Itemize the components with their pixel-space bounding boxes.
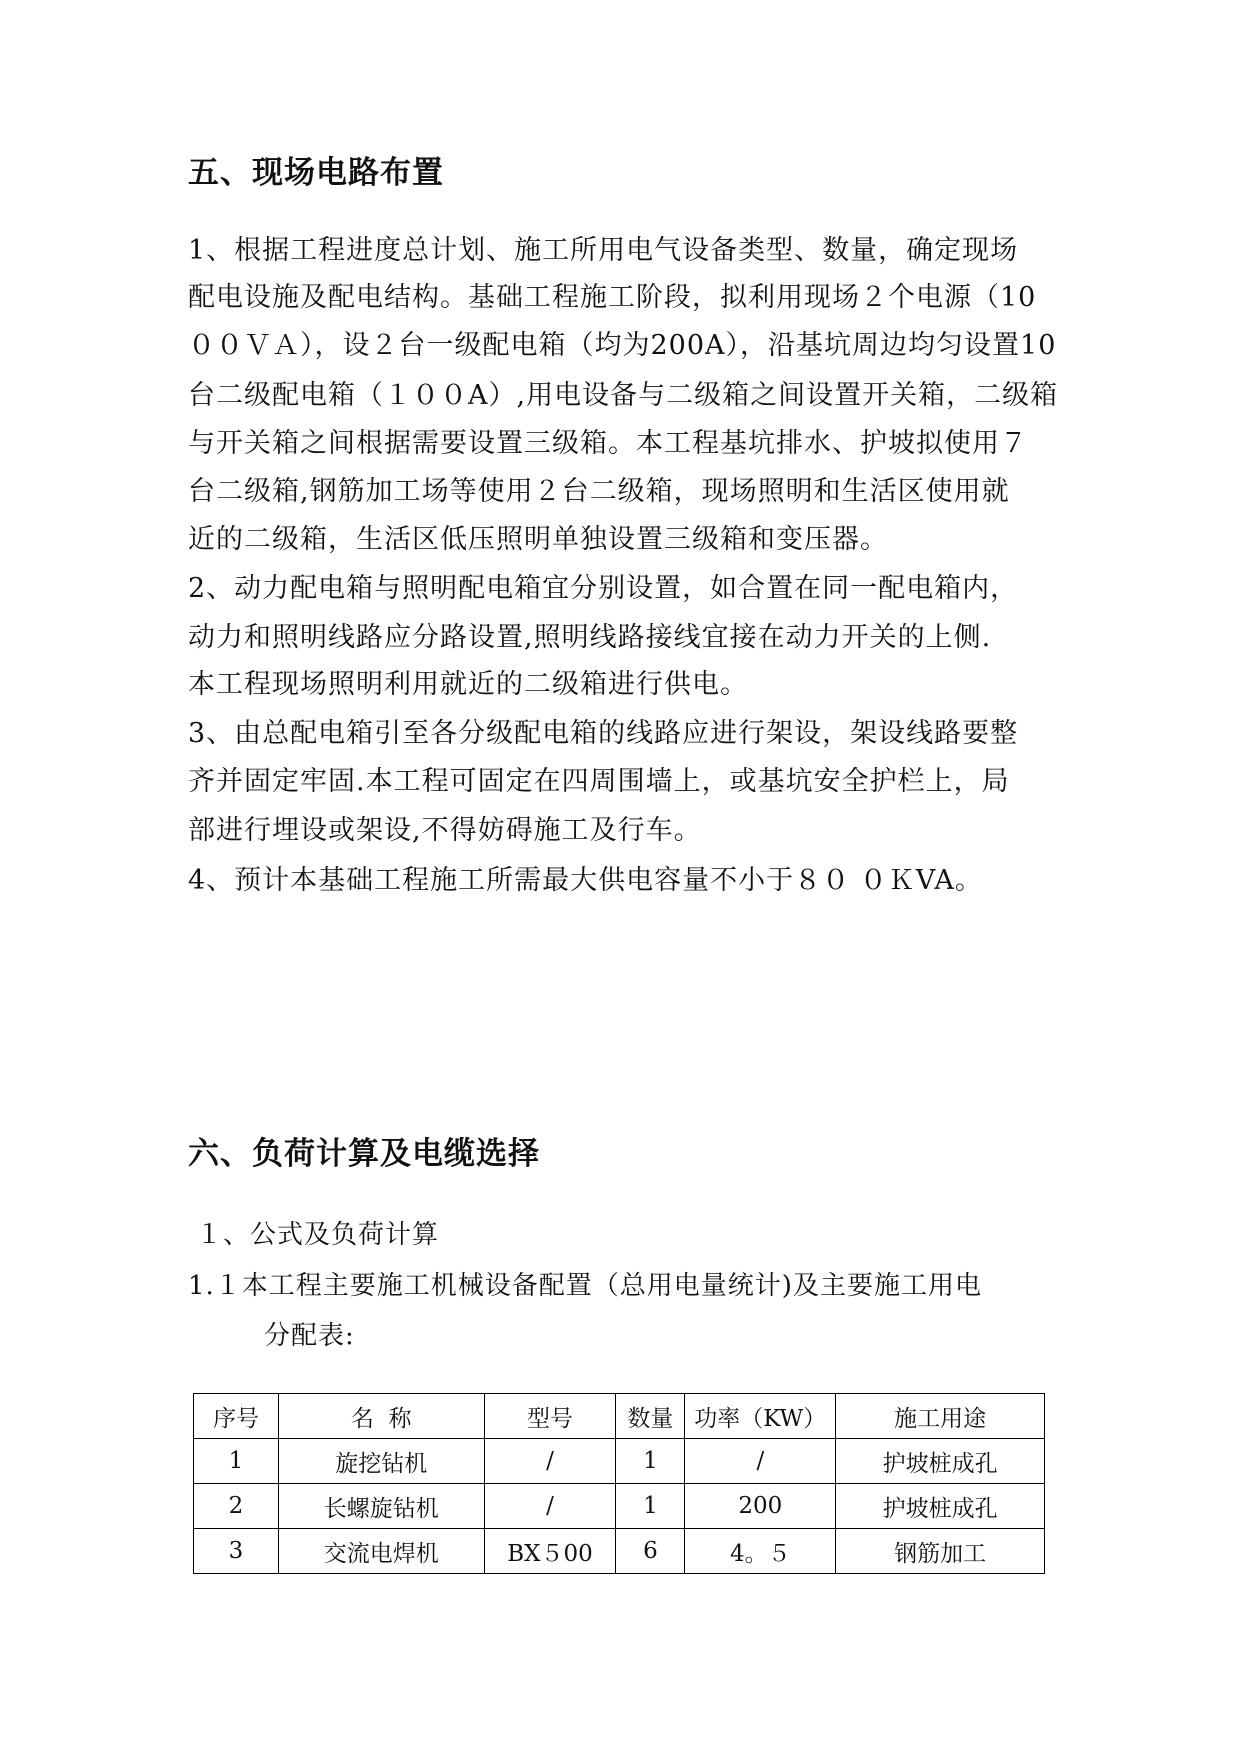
- header-quantity: 数量: [616, 1394, 685, 1439]
- paragraph-line: 4、预计本基础工程施工所需最大供电容量不小于８０ ０ＫVA。: [188, 865, 983, 896]
- table-row: [194, 1484, 1045, 1529]
- paragraph-line: 近的二级箱，生活区低压照明单独设置三级箱和变压器。: [188, 524, 888, 555]
- paragraph-line: ００ＶＡ），设２台一级配电箱（均为200A），沿基坑周边均匀设置10: [188, 330, 1057, 361]
- cell-power: 200: [685, 1484, 836, 1529]
- subheading-table-intro-cont: 分配表:: [264, 1321, 355, 1351]
- paragraph-line: 部进行埋设或架设,不得妨碍施工及行车。: [188, 815, 702, 846]
- cell-index: 1: [194, 1439, 279, 1484]
- cell-usage: 护坡桩成孔: [836, 1484, 1045, 1529]
- paragraph-line: 台二级配电箱（１００A）,用电设备与二级箱之间设置开关箱，二级箱: [188, 380, 1059, 411]
- header-power: 功率（KW）: [685, 1394, 836, 1439]
- header-usage: 施工用途: [836, 1394, 1045, 1439]
- subheading-table-intro: 1.１本工程主要施工机械设备配置（总用电量统计)及主要施工用电: [188, 1271, 982, 1301]
- subheading-formula: １、公式及负荷计算: [196, 1220, 440, 1250]
- cell-quantity: 1: [616, 1439, 685, 1484]
- cell-index: 3: [194, 1529, 279, 1574]
- paragraph-line: 动力和照明线路应分路设置,照明线路接线宜接在动力开关的上侧.: [188, 622, 992, 653]
- cell-name: 交流电焊机: [278, 1529, 484, 1574]
- header-index: 序号: [194, 1394, 279, 1439]
- paragraph-line: 1、根据工程进度总计划、施工所用电气设备类型、数量，确定现场: [188, 235, 1019, 266]
- cell-power: 4。５: [685, 1529, 836, 1574]
- paragraph-line: 配电设施及配电结构。基础工程施工阶段，拟利用现场２个电源（10: [188, 282, 1037, 313]
- cell-model: /: [484, 1484, 616, 1529]
- section-6-heading: 六、负荷计算及电缆选择: [188, 1136, 540, 1172]
- cell-power: /: [685, 1439, 836, 1484]
- cell-index: 2: [194, 1484, 279, 1529]
- cell-model: /: [484, 1439, 616, 1484]
- paragraph-line: 3、由总配电箱引至各分级配电箱的线路应进行架设，架设线路要整: [188, 718, 1019, 749]
- cell-model: BX５00: [484, 1529, 616, 1574]
- table-row: [194, 1529, 1045, 1574]
- cell-usage: 护坡桩成孔: [836, 1439, 1045, 1484]
- cell-name: 旋挖钻机: [278, 1439, 484, 1484]
- cell-usage: 钢筋加工: [836, 1529, 1045, 1574]
- paragraph-line: 与开关箱之间根据需要设置三级箱。本工程基坑排水、护坡拟使用７: [188, 428, 1028, 459]
- paragraph-line: 2、动力配电箱与照明配电箱宜分别设置，如合置在同一配电箱内，: [188, 573, 1019, 604]
- table-row: [194, 1439, 1045, 1484]
- cell-quantity: 6: [616, 1529, 685, 1574]
- table-header-row: [194, 1394, 1045, 1439]
- paragraph-line: 齐并固定牢固.本工程可固定在四周围墙上，或基坑安全护栏上，局: [188, 766, 1010, 797]
- header-model: 型号: [484, 1394, 616, 1439]
- equipment-table: [193, 1393, 1045, 1574]
- header-name: 名 称: [278, 1394, 484, 1439]
- paragraph-line: 台二级箱,钢筋加工场等使用２台二级箱，现场照明和生活区使用就: [188, 476, 1010, 507]
- paragraph-line: 本工程现场照明利用就近的二级箱进行供电。: [188, 669, 748, 700]
- cell-quantity: 1: [616, 1484, 685, 1529]
- section-5-heading: 五、现场电路布置: [188, 155, 444, 191]
- cell-name: 长螺旋钻机: [278, 1484, 484, 1529]
